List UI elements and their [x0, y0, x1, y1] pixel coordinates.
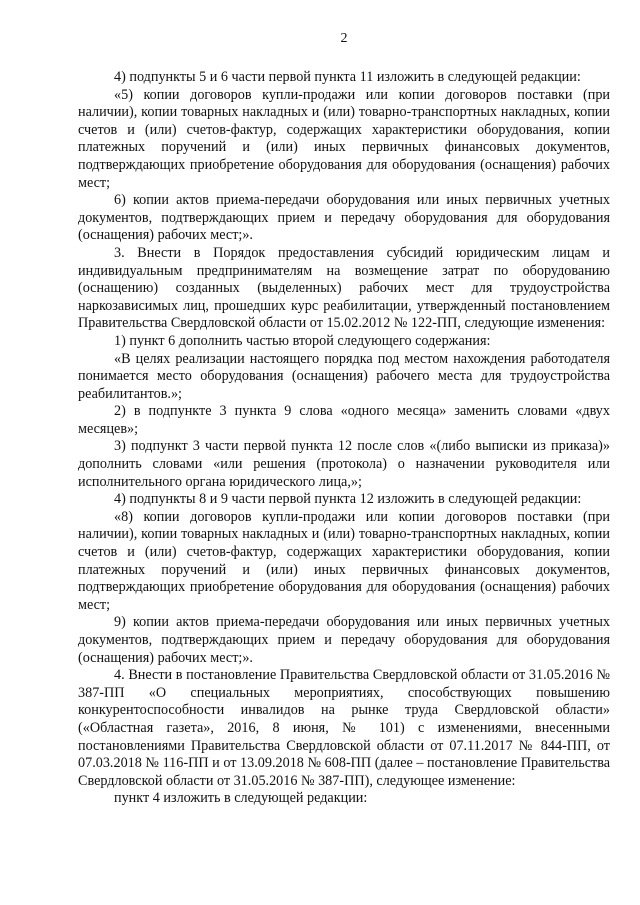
- paragraph-item-6-acts: 6) копии актов приема-передачи оборудования или иных первичных учетных документов, подтверждающих прием и передачу оборудования для оборудования (оснащения) рабочих мест;».: [78, 192, 610, 244]
- page-number: 2: [340, 31, 348, 46]
- document-body: [78, 69, 610, 808]
- paragraph-item-5-contracts: «5) копии договоров купли-продажи или копии договоров поставки (при наличии), копии товарных накладных и (или) товарно-транспортных накладных, копии счетов и (или) счетов-фактур, содержащих характеристики оборудования, копии платежных поручений и (или) иных первичных финансовых документов, подтверждающих приобретение оборудования для оборудования (оснащения) рабочих мест;: [78, 86, 610, 191]
- paragraph-amend-subitems-8-9: 4) подпункты 8 и 9 части первой пункта 12 изложить в следующей редакции:: [114, 491, 582, 508]
- paragraph-item-8-contracts: «8) копии договоров купли-продажи или копии договоров поставки (при наличии), копии товарных накладных и (или) товарно-транспортных накладных, копии счетов и (или) счетов-фактур, содержащих характеристики оборудования, копии платежных поручений и (или) иных первичных финансовых документов, подтверждающих приобретение оборудования для оборудования (оснащения) рабочих мест;: [78, 508, 610, 613]
- paragraph-section-4: 4. Внести в постановление Правительства Свердловской области от 31.05.2016 № 387-ПП «О специальных мероприятиях, способствующих повышению конкурентоспособности инвалидов на рынке труда Свердловской области» («Областная газета», 2016, 8 июня, № 101) с изменениями, внесенными постановлениями Правительства Свердловской области от 07.11.2017 № 844-ПП, от 07.03.2018 № 116-ПП и от 13.09.2018 № 608-ПП (далее – постановление Правительства Свердловской области от 31.05.2016 № 387-ПП), следующее изменение:: [78, 667, 610, 789]
- paragraph-amend-subitems-5-6: 4) подпункты 5 и 6 части первой пункта 11 изложить в следующей редакции:: [114, 69, 581, 85]
- paragraph-item-9-acts: 9) копии актов приема-передачи оборудования или иных первичных учетных документов, подтверждающих прием и передачу оборудования для оборудования (оснащения) рабочих мест;».: [78, 614, 610, 666]
- paragraph-point-4-new-edition: пункт 4 изложить в следующей редакции:: [114, 790, 368, 807]
- paragraph-subitem-3-addition: 3) подпункт 3 части первой пункта 12 после слов «(либо выписки из приказа)» дополнить словами «или решения (протокола) о назначении руководителя или исполнительного органа юридического лица,»;: [78, 438, 610, 490]
- paragraph-section-3: 3. Внести в Порядок предоставления субсидий юридическим лицам и индивидуальным предпринимателям на возмещение затрат по оборудованию (оснащению) созданных (выделенных) рабочих мест для трудоустройства наркозависимых лиц, прошедших курс реабилитации, утвержденный постановлением Правительства Свердловской области от 15.02.2012 № 122-ПП, следующие изменения:: [78, 244, 610, 332]
- paragraph-employer-location: «В целях реализации настоящего порядка под местом нахождения работодателя понимается место оборудования (оснащения) рабочего места для трудоустройства реабилитантов.»;: [78, 350, 610, 402]
- paragraph-point-6-addition: 1) пункт 6 дополнить частью второй следующего содержания:: [114, 332, 491, 349]
- paragraph-one-month-replace: 2) в подпункте 3 пункта 9 слова «одного месяца» заменить словами «двух месяцев»;: [78, 403, 610, 437]
